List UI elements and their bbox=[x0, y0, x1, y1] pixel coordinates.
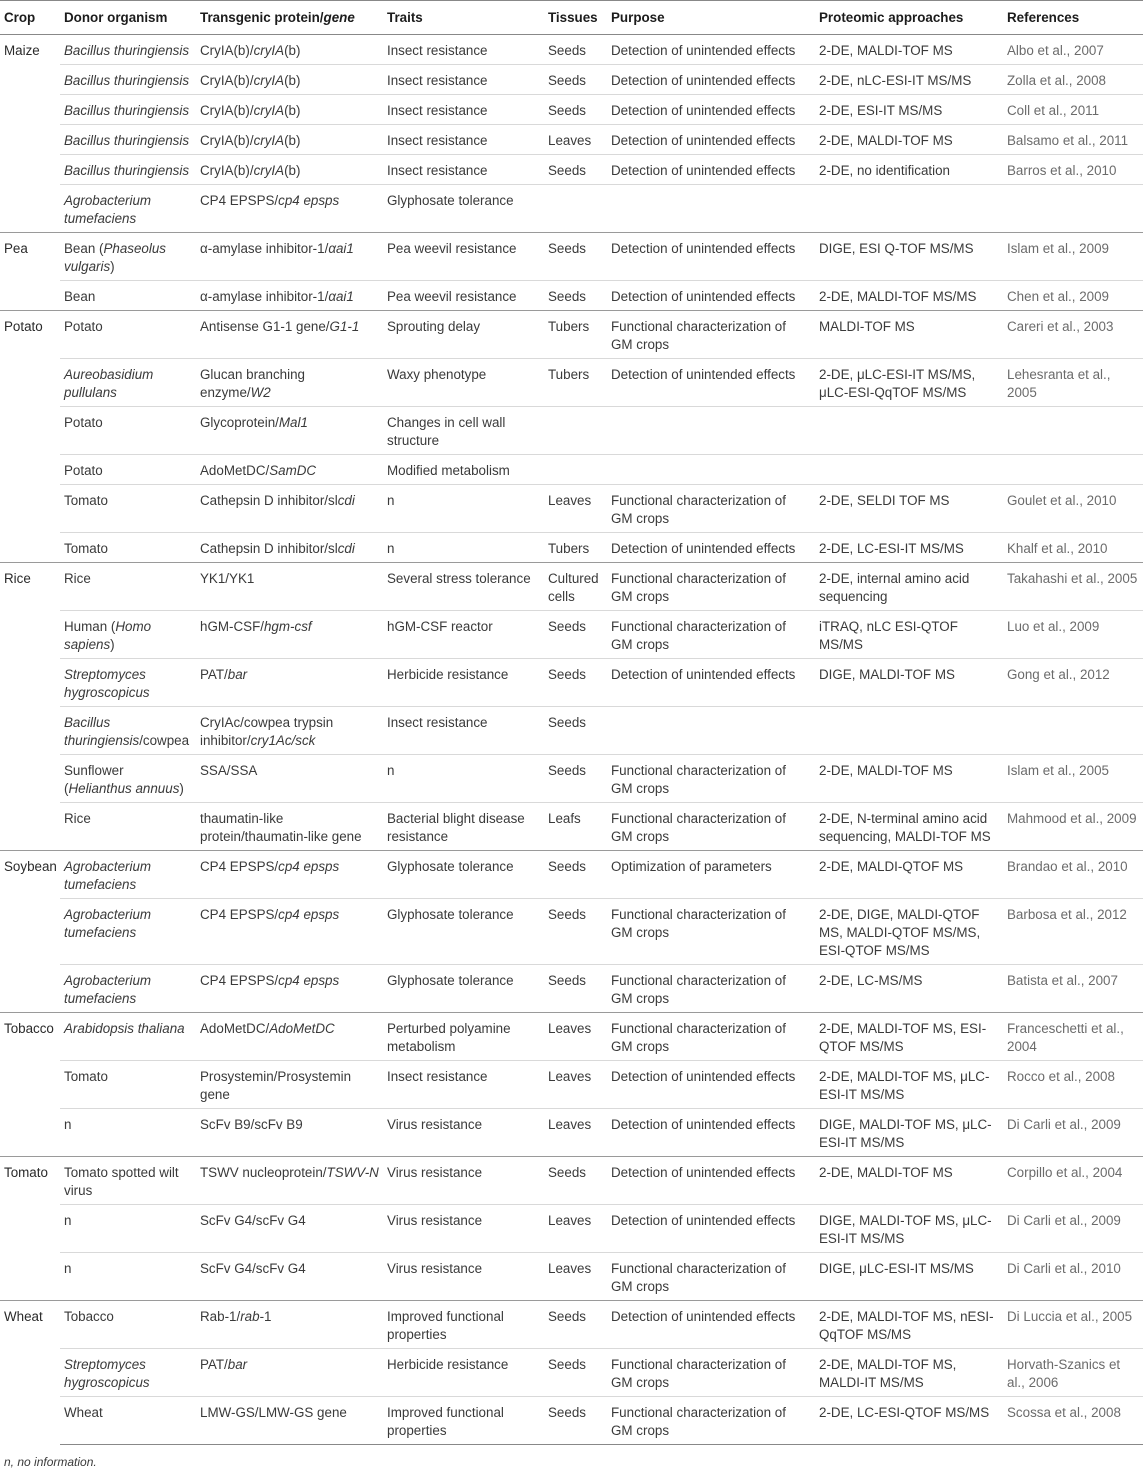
crop-cell: Pea bbox=[0, 233, 60, 311]
header-transgenic-protein: Transgenic protein/gene bbox=[196, 1, 383, 35]
table-row bbox=[0, 233, 1143, 281]
tissues-cell: Seeds bbox=[544, 281, 607, 311]
traits-cell: Improved functional properties bbox=[383, 1397, 544, 1445]
proteomic-approach-cell: 2-DE, nLC-ESI-IT MS/MS bbox=[815, 65, 1003, 95]
table-row bbox=[0, 1061, 1143, 1109]
purpose-cell: Detection of unintended effects bbox=[607, 65, 815, 95]
reference-cell: Mahmood et al., 2009 bbox=[1003, 803, 1143, 851]
proteomic-approach-cell: 2-DE, no identification bbox=[815, 155, 1003, 185]
transgenic-protein-cell: thaumatin-like protein/thaumatin-like gene bbox=[196, 803, 383, 851]
traits-cell: Glyphosate tolerance bbox=[383, 899, 544, 965]
header-row bbox=[0, 1, 1143, 35]
purpose-cell: Functional characterization of GM crops bbox=[607, 485, 815, 533]
reference-cell: Coll et al., 2011 bbox=[1003, 95, 1143, 125]
donor-organism-cell: Bacillus thuringiensis bbox=[60, 155, 196, 185]
donor-organism-cell: Bean bbox=[60, 281, 196, 311]
header-proteomic-approaches: Proteomic approaches bbox=[815, 1, 1003, 35]
tissues-cell: Tubers bbox=[544, 311, 607, 359]
transgenic-protein-cell: ScFv G4/scFv G4 bbox=[196, 1205, 383, 1253]
transgenic-protein-cell: CryIA(b)/cryIA(b) bbox=[196, 95, 383, 125]
transgenic-protein-cell: hGM-CSF/hgm-csf bbox=[196, 611, 383, 659]
table-row bbox=[0, 563, 1143, 611]
table-row bbox=[0, 899, 1143, 965]
donor-organism-cell: Sunflower (Helianthus annuus) bbox=[60, 755, 196, 803]
purpose-cell bbox=[607, 455, 815, 485]
donor-organism-cell: Tomato bbox=[60, 533, 196, 563]
transgenic-protein-cell: PAT/bar bbox=[196, 1349, 383, 1397]
transgenic-protein-cell: TSWV nucleoprotein/TSWV-N bbox=[196, 1157, 383, 1205]
reference-cell: Di Carli et al., 2010 bbox=[1003, 1253, 1143, 1301]
proteomic-approach-cell bbox=[815, 455, 1003, 485]
proteomic-approach-cell: 2-DE, MALDI-TOF MS bbox=[815, 1157, 1003, 1205]
traits-cell: Virus resistance bbox=[383, 1109, 544, 1157]
proteomic-approach-cell: 2-DE, MALDI-TOF MS bbox=[815, 125, 1003, 155]
table-row bbox=[0, 1349, 1143, 1397]
traits-cell: Virus resistance bbox=[383, 1253, 544, 1301]
table-row bbox=[0, 1301, 1143, 1349]
table-row bbox=[0, 35, 1143, 65]
header-purpose: Purpose bbox=[607, 1, 815, 35]
tissues-cell: Leaves bbox=[544, 1253, 607, 1301]
proteomic-approach-cell: 2-DE, MALDI-QTOF MS bbox=[815, 851, 1003, 899]
traits-cell: Improved functional properties bbox=[383, 1301, 544, 1349]
traits-cell: Virus resistance bbox=[383, 1205, 544, 1253]
table-header bbox=[0, 1, 1143, 35]
tissues-cell: Leafs bbox=[544, 803, 607, 851]
purpose-cell: Detection of unintended effects bbox=[607, 1157, 815, 1205]
purpose-cell: Detection of unintended effects bbox=[607, 155, 815, 185]
traits-cell: Herbicide resistance bbox=[383, 1349, 544, 1397]
table-row bbox=[0, 611, 1143, 659]
proteomic-approach-cell: MALDI-TOF MS bbox=[815, 311, 1003, 359]
traits-cell: Insect resistance bbox=[383, 155, 544, 185]
proteomic-approach-cell: 2-DE, N-terminal amino acid sequencing, MALDI-TOF MS bbox=[815, 803, 1003, 851]
transgenic-protein-cell: Prosystemin/Prosystemin gene bbox=[196, 1061, 383, 1109]
proteomic-approach-cell: 2-DE, MALDI-TOF MS bbox=[815, 755, 1003, 803]
table-row bbox=[0, 125, 1143, 155]
transgenic-protein-cell: CP4 EPSPS/cp4 epsps bbox=[196, 185, 383, 233]
traits-cell: Bacterial blight disease resistance bbox=[383, 803, 544, 851]
donor-organism-cell: Streptomyces hygroscopicus bbox=[60, 659, 196, 707]
donor-organism-cell: Agrobacterium tumefaciens bbox=[60, 965, 196, 1013]
purpose-cell: Functional characterization of GM crops bbox=[607, 803, 815, 851]
reference-cell: Brandao et al., 2010 bbox=[1003, 851, 1143, 899]
donor-organism-cell: Potato bbox=[60, 455, 196, 485]
tissues-cell: Leaves bbox=[544, 1109, 607, 1157]
transgenic-protein-cell: CryIA(b)/cryIA(b) bbox=[196, 35, 383, 65]
donor-organism-cell: Bacillus thuringiensis/cowpea bbox=[60, 707, 196, 755]
proteomic-approach-cell: 2-DE, DIGE, MALDI-QTOF MS, MALDI-QTOF MS/MS, ESI-QTOF MS/MS bbox=[815, 899, 1003, 965]
reference-cell bbox=[1003, 707, 1143, 755]
table-row bbox=[0, 455, 1143, 485]
reference-cell: Balsamo et al., 2011 bbox=[1003, 125, 1143, 155]
proteomic-approach-cell: 2-DE, MALDI-TOF MS, nESI-QqTOF MS/MS bbox=[815, 1301, 1003, 1349]
tissues-cell: Seeds bbox=[544, 899, 607, 965]
table-row bbox=[0, 1157, 1143, 1205]
traits-cell: Pea weevil resistance bbox=[383, 233, 544, 281]
traits-cell: Virus resistance bbox=[383, 1157, 544, 1205]
tissues-cell bbox=[544, 407, 607, 455]
tissues-cell: Seeds bbox=[544, 755, 607, 803]
reference-cell: Gong et al., 2012 bbox=[1003, 659, 1143, 707]
table-row bbox=[0, 1397, 1143, 1445]
table-row bbox=[0, 155, 1143, 185]
proteomic-approach-cell: 2-DE, internal amino acid sequencing bbox=[815, 563, 1003, 611]
table-body bbox=[0, 35, 1143, 1445]
reference-cell: Horvath-Szanics et al., 2006 bbox=[1003, 1349, 1143, 1397]
proteomic-approach-cell: 2-DE, ESI-IT MS/MS bbox=[815, 95, 1003, 125]
donor-organism-cell: Tomato bbox=[60, 1061, 196, 1109]
traits-cell: Glyphosate tolerance bbox=[383, 851, 544, 899]
donor-organism-cell: Tobacco bbox=[60, 1301, 196, 1349]
purpose-cell bbox=[607, 407, 815, 455]
transgenic-protein-cell: CryIAc/cowpea trypsin inhibitor/cry1Ac/sck bbox=[196, 707, 383, 755]
reference-cell: Barros et al., 2010 bbox=[1003, 155, 1143, 185]
table-row bbox=[0, 659, 1143, 707]
transgenic-protein-cell: Glucan branching enzyme/W2 bbox=[196, 359, 383, 407]
proteomic-approach-cell: DIGE, MALDI-TOF MS bbox=[815, 659, 1003, 707]
reference-cell: Di Carli et al., 2009 bbox=[1003, 1109, 1143, 1157]
tissues-cell: Leaves bbox=[544, 125, 607, 155]
traits-cell: Insect resistance bbox=[383, 1061, 544, 1109]
purpose-cell: Functional characterization of GM crops bbox=[607, 1013, 815, 1061]
crop-cell: Soybean bbox=[0, 851, 60, 1013]
table-row bbox=[0, 851, 1143, 899]
traits-cell: Herbicide resistance bbox=[383, 659, 544, 707]
traits-cell: Perturbed polyamine metabolism bbox=[383, 1013, 544, 1061]
donor-organism-cell: Potato bbox=[60, 407, 196, 455]
tissues-cell: Leaves bbox=[544, 1061, 607, 1109]
traits-cell: Changes in cell wall structure bbox=[383, 407, 544, 455]
transgenic-protein-cell: CryIA(b)/cryIA(b) bbox=[196, 155, 383, 185]
transgenic-protein-cell: α-amylase inhibitor-1/αai1 bbox=[196, 233, 383, 281]
tissues-cell: Seeds bbox=[544, 1301, 607, 1349]
table-row bbox=[0, 95, 1143, 125]
crop-cell: Maize bbox=[0, 35, 60, 233]
proteomic-approach-cell: 2-DE, MALDI-TOF MS/MS bbox=[815, 281, 1003, 311]
tissues-cell: Leaves bbox=[544, 485, 607, 533]
traits-cell: Pea weevil resistance bbox=[383, 281, 544, 311]
tissues-cell: Seeds bbox=[544, 65, 607, 95]
table-row bbox=[0, 407, 1143, 455]
tissues-cell: Seeds bbox=[544, 851, 607, 899]
header-crop: Crop bbox=[0, 1, 60, 35]
donor-organism-cell: Arabidopsis thaliana bbox=[60, 1013, 196, 1061]
traits-cell: Insect resistance bbox=[383, 125, 544, 155]
donor-organism-cell: Bacillus thuringiensis bbox=[60, 95, 196, 125]
purpose-cell: Functional characterization of GM crops bbox=[607, 563, 815, 611]
donor-organism-cell: Bacillus thuringiensis bbox=[60, 35, 196, 65]
tissues-cell: Seeds bbox=[544, 35, 607, 65]
purpose-cell bbox=[607, 707, 815, 755]
traits-cell: Insect resistance bbox=[383, 95, 544, 125]
donor-organism-cell: Tomato bbox=[60, 485, 196, 533]
reference-cell: Di Carli et al., 2009 bbox=[1003, 1205, 1143, 1253]
table-row bbox=[0, 803, 1143, 851]
transgenic-protein-cell: Glycoprotein/Mal1 bbox=[196, 407, 383, 455]
purpose-cell: Functional characterization of GM crops bbox=[607, 1253, 815, 1301]
crop-cell: Tobacco bbox=[0, 1013, 60, 1157]
purpose-cell: Functional characterization of GM crops bbox=[607, 611, 815, 659]
table-row bbox=[0, 281, 1143, 311]
reference-cell: Zolla et al., 2008 bbox=[1003, 65, 1143, 95]
reference-cell: Goulet et al., 2010 bbox=[1003, 485, 1143, 533]
transgenic-protein-cell: CryIA(b)/cryIA(b) bbox=[196, 65, 383, 95]
proteomic-approach-cell: DIGE, MALDI-TOF MS, μLC-ESI-IT MS/MS bbox=[815, 1205, 1003, 1253]
purpose-cell: Functional characterization of GM crops bbox=[607, 899, 815, 965]
crop-cell: Rice bbox=[0, 563, 60, 851]
proteomic-approach-cell: iTRAQ, nLC ESI-QTOF MS/MS bbox=[815, 611, 1003, 659]
tissues-cell: Leaves bbox=[544, 1205, 607, 1253]
transgenic-protein-cell: CP4 EPSPS/cp4 epsps bbox=[196, 851, 383, 899]
transgenic-protein-cell: Rab-1/rab-1 bbox=[196, 1301, 383, 1349]
donor-organism-cell: Agrobacterium tumefaciens bbox=[60, 185, 196, 233]
purpose-cell: Detection of unintended effects bbox=[607, 533, 815, 563]
transgenic-protein-cell: LMW-GS/LMW-GS gene bbox=[196, 1397, 383, 1445]
crop-cell: Potato bbox=[0, 311, 60, 563]
reference-cell: Careri et al., 2003 bbox=[1003, 311, 1143, 359]
donor-organism-cell: Agrobacterium tumefaciens bbox=[60, 851, 196, 899]
proteomic-approach-cell: DIGE, MALDI-TOF MS, μLC-ESI-IT MS/MS bbox=[815, 1109, 1003, 1157]
reference-cell: Chen et al., 2009 bbox=[1003, 281, 1143, 311]
donor-organism-cell: Streptomyces hygroscopicus bbox=[60, 1349, 196, 1397]
table-row bbox=[0, 359, 1143, 407]
proteomic-approach-cell: 2-DE, LC-MS/MS bbox=[815, 965, 1003, 1013]
crop-cell: Wheat bbox=[0, 1301, 60, 1445]
proteomic-approach-cell: 2-DE, MALDI-TOF MS bbox=[815, 35, 1003, 65]
proteomic-approach-cell: 2-DE, MALDI-TOF MS, MALDI-IT MS/MS bbox=[815, 1349, 1003, 1397]
table-row bbox=[0, 533, 1143, 563]
purpose-cell: Functional characterization of GM crops bbox=[607, 755, 815, 803]
donor-organism-cell: Rice bbox=[60, 803, 196, 851]
proteomic-approach-cell: 2-DE, LC-ESI-QTOF MS/MS bbox=[815, 1397, 1003, 1445]
reference-cell: Franceschetti et al., 2004 bbox=[1003, 1013, 1143, 1061]
reference-cell: Corpillo et al., 2004 bbox=[1003, 1157, 1143, 1205]
reference-cell: Lehesranta et al., 2005 bbox=[1003, 359, 1143, 407]
transgenic-protein-cell: Cathepsin D inhibitor/slcdi bbox=[196, 485, 383, 533]
reference-cell bbox=[1003, 185, 1143, 233]
tissues-cell: Seeds bbox=[544, 965, 607, 1013]
table-row bbox=[0, 707, 1143, 755]
proteomic-approach-cell bbox=[815, 707, 1003, 755]
donor-organism-cell: Agrobacterium tumefaciens bbox=[60, 899, 196, 965]
purpose-cell: Detection of unintended effects bbox=[607, 1109, 815, 1157]
tissues-cell: Seeds bbox=[544, 707, 607, 755]
tissues-cell: Seeds bbox=[544, 1157, 607, 1205]
traits-cell: Glyphosate tolerance bbox=[383, 185, 544, 233]
proteomic-approach-cell bbox=[815, 407, 1003, 455]
purpose-cell: Functional characterization of GM crops bbox=[607, 1349, 815, 1397]
tissues-cell: Seeds bbox=[544, 95, 607, 125]
traits-cell: n bbox=[383, 485, 544, 533]
tissues-cell bbox=[544, 455, 607, 485]
proteomic-approach-cell: 2-DE, μLC-ESI-IT MS/MS, μLC-ESI-QqTOF MS/MS bbox=[815, 359, 1003, 407]
reference-cell: Scossa et al., 2008 bbox=[1003, 1397, 1143, 1445]
traits-cell: Several stress tolerance bbox=[383, 563, 544, 611]
proteomic-approach-cell: 2-DE, SELDI TOF MS bbox=[815, 485, 1003, 533]
traits-cell: Waxy phenotype bbox=[383, 359, 544, 407]
transgenic-protein-cell: PAT/bar bbox=[196, 659, 383, 707]
purpose-cell: Detection of unintended effects bbox=[607, 95, 815, 125]
reference-cell: Khalf et al., 2010 bbox=[1003, 533, 1143, 563]
table-footnote: n, no information. bbox=[4, 1455, 97, 1469]
crop-cell: Tomato bbox=[0, 1157, 60, 1301]
traits-cell: Insect resistance bbox=[383, 35, 544, 65]
tissues-cell: Seeds bbox=[544, 659, 607, 707]
reference-cell: Takahashi et al., 2005 bbox=[1003, 563, 1143, 611]
purpose-cell: Detection of unintended effects bbox=[607, 1205, 815, 1253]
donor-organism-cell: n bbox=[60, 1109, 196, 1157]
purpose-cell: Functional characterization of GM crops bbox=[607, 1397, 815, 1445]
table-row bbox=[0, 1205, 1143, 1253]
table-row bbox=[0, 1013, 1143, 1061]
reference-cell bbox=[1003, 407, 1143, 455]
transgenic-protein-cell: ScFv G4/scFv G4 bbox=[196, 1253, 383, 1301]
tissues-cell bbox=[544, 185, 607, 233]
purpose-cell: Detection of unintended effects bbox=[607, 125, 815, 155]
purpose-cell bbox=[607, 185, 815, 233]
transgenic-protein-cell: CryIA(b)/cryIA(b) bbox=[196, 125, 383, 155]
reference-cell bbox=[1003, 455, 1143, 485]
tissues-cell: Seeds bbox=[544, 155, 607, 185]
donor-organism-cell: Tomato spotted wilt virus bbox=[60, 1157, 196, 1205]
header-traits: Traits bbox=[383, 1, 544, 35]
table-row bbox=[0, 485, 1143, 533]
tissues-cell: Seeds bbox=[544, 611, 607, 659]
tissues-cell: Seeds bbox=[544, 1397, 607, 1445]
table-row bbox=[0, 1109, 1143, 1157]
tissues-cell: Cultured cells bbox=[544, 563, 607, 611]
header-references: References bbox=[1003, 1, 1143, 35]
donor-organism-cell: Wheat bbox=[60, 1397, 196, 1445]
header-tissues: Tissues bbox=[544, 1, 607, 35]
purpose-cell: Detection of unintended effects bbox=[607, 359, 815, 407]
tissues-cell: Seeds bbox=[544, 1349, 607, 1397]
transgenic-protein-cell: AdoMetDC/SamDC bbox=[196, 455, 383, 485]
purpose-cell: Functional characterization of GM crops bbox=[607, 311, 815, 359]
traits-cell: Sprouting delay bbox=[383, 311, 544, 359]
tissues-cell: Tubers bbox=[544, 533, 607, 563]
donor-organism-cell: n bbox=[60, 1205, 196, 1253]
proteomic-approach-cell: 2-DE, MALDI-TOF MS, ESI-QTOF MS/MS bbox=[815, 1013, 1003, 1061]
reference-cell: Luo et al., 2009 bbox=[1003, 611, 1143, 659]
table-row bbox=[0, 965, 1143, 1013]
purpose-cell: Detection of unintended effects bbox=[607, 1301, 815, 1349]
proteomic-approach-cell: DIGE, ESI Q-TOF MS/MS bbox=[815, 233, 1003, 281]
header-donor-organism: Donor organism bbox=[60, 1, 196, 35]
donor-organism-cell: Human (Homo sapiens) bbox=[60, 611, 196, 659]
reference-cell: Barbosa et al., 2012 bbox=[1003, 899, 1143, 965]
traits-cell: hGM-CSF reactor bbox=[383, 611, 544, 659]
tissues-cell: Seeds bbox=[544, 233, 607, 281]
transgenic-protein-cell: SSA/SSA bbox=[196, 755, 383, 803]
tissues-cell: Leaves bbox=[544, 1013, 607, 1061]
reference-cell: Islam et al., 2005 bbox=[1003, 755, 1143, 803]
donor-organism-cell: Bean (Phaseolus vulgaris) bbox=[60, 233, 196, 281]
donor-organism-cell: n bbox=[60, 1253, 196, 1301]
donor-organism-cell: Rice bbox=[60, 563, 196, 611]
transgenic-protein-cell: Cathepsin D inhibitor/slcdi bbox=[196, 533, 383, 563]
reference-cell: Rocco et al., 2008 bbox=[1003, 1061, 1143, 1109]
donor-organism-cell: Aureobasidium pullulans bbox=[60, 359, 196, 407]
transgenic-protein-cell: YK1/YK1 bbox=[196, 563, 383, 611]
proteomic-approach-cell: 2-DE, LC-ESI-IT MS/MS bbox=[815, 533, 1003, 563]
traits-cell: Modified metabolism bbox=[383, 455, 544, 485]
purpose-cell: Functional characterization of GM crops bbox=[607, 965, 815, 1013]
table-row bbox=[0, 65, 1143, 95]
traits-cell: Insect resistance bbox=[383, 65, 544, 95]
purpose-cell: Detection of unintended effects bbox=[607, 281, 815, 311]
tissues-cell: Tubers bbox=[544, 359, 607, 407]
donor-organism-cell: Potato bbox=[60, 311, 196, 359]
purpose-cell: Detection of unintended effects bbox=[607, 35, 815, 65]
traits-cell: n bbox=[383, 755, 544, 803]
transgenic-protein-cell: α-amylase inhibitor-1/αai1 bbox=[196, 281, 383, 311]
traits-cell: Insect resistance bbox=[383, 707, 544, 755]
purpose-cell: Detection of unintended effects bbox=[607, 1061, 815, 1109]
proteomic-approach-cell bbox=[815, 185, 1003, 233]
proteomic-approach-cell: DIGE, μLC-ESI-IT MS/MS bbox=[815, 1253, 1003, 1301]
reference-cell: Albo et al., 2007 bbox=[1003, 35, 1143, 65]
reference-cell: Islam et al., 2009 bbox=[1003, 233, 1143, 281]
table-row bbox=[0, 1253, 1143, 1301]
proteomic-approach-cell: 2-DE, MALDI-TOF MS, μLC-ESI-IT MS/MS bbox=[815, 1061, 1003, 1109]
donor-organism-cell: Bacillus thuringiensis bbox=[60, 65, 196, 95]
table-row bbox=[0, 185, 1143, 233]
traits-cell: Glyphosate tolerance bbox=[383, 965, 544, 1013]
purpose-cell: Detection of unintended effects bbox=[607, 233, 815, 281]
reference-cell: Di Luccia et al., 2005 bbox=[1003, 1301, 1143, 1349]
traits-cell: n bbox=[383, 533, 544, 563]
transgenic-protein-cell: CP4 EPSPS/cp4 epsps bbox=[196, 899, 383, 965]
table-row bbox=[0, 311, 1143, 359]
purpose-cell: Optimization of parameters bbox=[607, 851, 815, 899]
table-row bbox=[0, 755, 1143, 803]
transgenic-protein-cell: Antisense G1-1 gene/G1-1 bbox=[196, 311, 383, 359]
transgenic-protein-cell: CP4 EPSPS/cp4 epsps bbox=[196, 965, 383, 1013]
donor-organism-cell: Bacillus thuringiensis bbox=[60, 125, 196, 155]
reference-cell: Batista et al., 2007 bbox=[1003, 965, 1143, 1013]
transgenic-protein-cell: AdoMetDC/AdoMetDC bbox=[196, 1013, 383, 1061]
purpose-cell: Detection of unintended effects bbox=[607, 659, 815, 707]
transgenic-protein-cell: ScFv B9/scFv B9 bbox=[196, 1109, 383, 1157]
